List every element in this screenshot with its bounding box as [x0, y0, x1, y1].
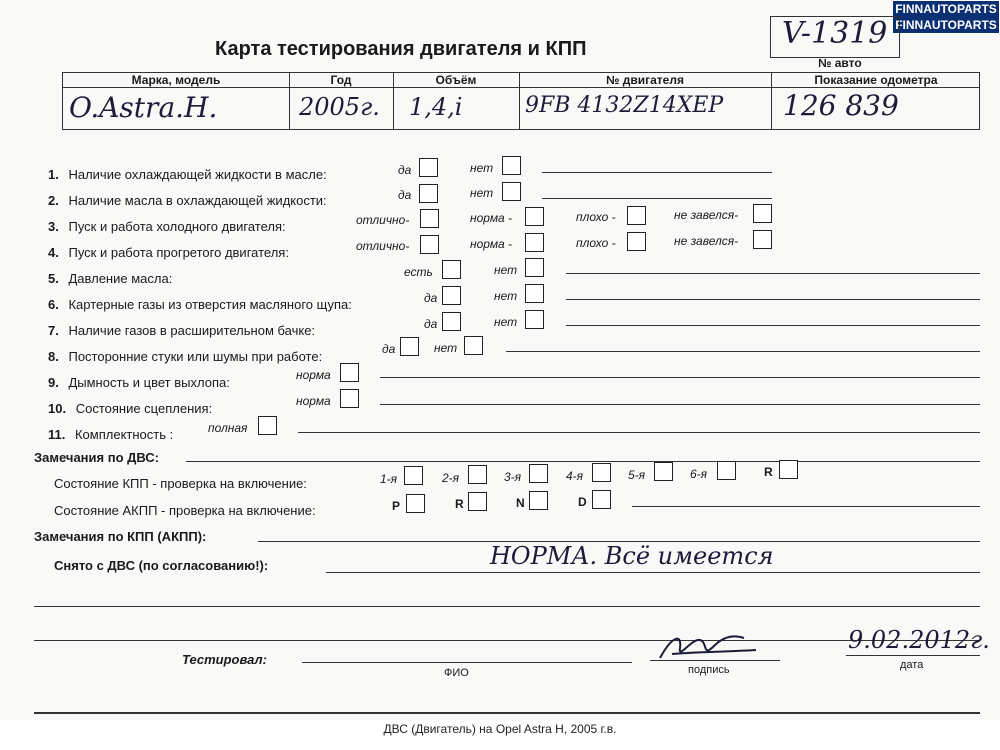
check-label: Комплектность : [74, 427, 174, 442]
header-volume-label: Объём [435, 73, 477, 87]
gear-option-label: P [392, 499, 401, 513]
bottom-border [34, 712, 980, 714]
checkbox[interactable] [464, 336, 483, 355]
option-label: нет [494, 315, 518, 329]
header-volume-value: 1,4,i [409, 93, 463, 121]
removed-label: Снято с ДВС (по согласованию!): [54, 558, 269, 573]
removed-line [326, 572, 980, 573]
checkbox[interactable] [400, 337, 419, 356]
check-number: 9. [48, 375, 59, 390]
option-label: да [398, 163, 412, 177]
option-label: полная [208, 421, 248, 435]
option-label: да [424, 291, 438, 305]
check-number: 2. [48, 193, 59, 208]
check-number: 5. [48, 271, 59, 286]
check-label: Наличие газов в расширительном бачке: [68, 323, 316, 338]
engine-remarks-label: Замечания по ДВС: [34, 450, 159, 465]
gearbox-remarks-label: Замечания по КПП (АКПП): [34, 529, 207, 544]
option-label: нет [470, 161, 494, 175]
check-number: 1. [48, 167, 59, 182]
gear-checkbox[interactable] [779, 460, 798, 479]
gear-checkbox[interactable] [406, 494, 425, 513]
answer-line [506, 351, 980, 352]
auto-number-label: № авто [818, 56, 862, 70]
option-label: норма [296, 368, 331, 382]
gear-checkbox[interactable] [404, 466, 423, 485]
checkbox[interactable] [258, 416, 277, 435]
option-label: плохо - [576, 236, 616, 250]
checkbox[interactable] [525, 258, 544, 277]
check-label: Наличие масла в охлаждающей жидкости: [68, 193, 327, 208]
checkbox[interactable] [442, 312, 461, 331]
gear-checkbox[interactable] [654, 462, 673, 481]
option-label: да [398, 188, 412, 202]
option-label: нет [494, 289, 518, 303]
checkbox[interactable] [627, 206, 646, 225]
auto-number-value: V-1319 [782, 16, 888, 51]
check-row [48, 349, 322, 364]
answer-line [566, 273, 980, 274]
form-title: Карта тестирования двигателя и КПП [215, 38, 587, 60]
gear-checkbox[interactable] [717, 461, 736, 480]
option-label: нет [494, 263, 518, 277]
check-row [48, 167, 327, 182]
header-table [62, 72, 980, 130]
gear-checkbox[interactable] [529, 491, 548, 510]
option-label: да [424, 317, 438, 331]
check-row [48, 323, 315, 338]
checkbox[interactable] [420, 209, 439, 228]
check-label: Пуск и работа холодного двигателя: [68, 219, 286, 234]
manual-gearbox-label: Состояние КПП - проверка на включение: [54, 476, 307, 491]
option-label: норма - [470, 211, 513, 225]
fio-line [302, 662, 632, 663]
checkbox[interactable] [753, 204, 772, 223]
option-label: отлично- [356, 239, 410, 253]
checkbox[interactable] [525, 207, 544, 226]
answer-line [380, 404, 980, 405]
checkbox[interactable] [340, 363, 359, 382]
gear-option-label: N [516, 496, 525, 510]
header-brand-value: O.Astra.H. [69, 91, 218, 124]
removed-value: НОРМА. Всё имеется [490, 542, 774, 570]
gear-option-label: 3-я [504, 470, 522, 484]
check-number: 8. [48, 349, 59, 364]
auto-gearbox-line [632, 506, 980, 507]
checkbox[interactable] [627, 232, 646, 251]
check-number: 6. [48, 297, 59, 312]
option-label: есть [404, 265, 433, 279]
gear-checkbox[interactable] [592, 490, 611, 509]
checkbox[interactable] [442, 260, 461, 279]
signature-caption: подпись [688, 664, 730, 676]
answer-line [566, 325, 980, 326]
gear-option-label: 4-я [566, 469, 584, 483]
checkbox[interactable] [502, 182, 521, 201]
check-number: 3. [48, 219, 59, 234]
check-row [48, 245, 289, 260]
signature-image [652, 628, 762, 668]
check-row [48, 271, 172, 286]
image-caption: ДВС (Двигатель) на Opel Astra H, 2005 г.в. [383, 722, 617, 736]
option-label: норма - [470, 237, 513, 251]
check-row [48, 427, 173, 442]
check-label: Посторонние стуки или шумы при работе: [68, 349, 323, 364]
blank-line [34, 640, 980, 641]
blank-line [34, 606, 980, 607]
checkbox[interactable] [525, 233, 544, 252]
check-label: Пуск и работа прогретого двигателя: [68, 245, 289, 260]
check-label: Давление масла: [68, 271, 173, 286]
gear-option-label: 2-я [442, 471, 460, 485]
header-odometer-value: 126 839 [783, 89, 899, 122]
option-label: не завелся- [674, 234, 739, 248]
check-row [48, 375, 230, 390]
header-year-label: Год [330, 73, 352, 87]
date-caption: дата [900, 659, 924, 671]
checkbox[interactable] [502, 156, 521, 175]
header-brand-label: Марка, модель [131, 73, 221, 87]
checkbox[interactable] [525, 310, 544, 329]
checkbox[interactable] [442, 286, 461, 305]
signature-line [650, 660, 780, 661]
gear-option-label: 6-я [690, 467, 708, 481]
option-label: плохо - [576, 210, 616, 224]
checkbox[interactable] [340, 389, 359, 408]
option-label: да [382, 342, 396, 356]
watermark-line: FINNAUTOPARTS [895, 2, 997, 16]
check-label: Дымность и цвет выхлопа: [68, 375, 230, 390]
check-number: 11. [48, 427, 66, 442]
gear-option-label: R [764, 465, 773, 479]
option-label: не завелся- [674, 208, 739, 222]
gear-option-label: D [578, 495, 587, 509]
answer-line [380, 377, 980, 378]
engine-remarks-line [186, 461, 980, 462]
answer-line [542, 198, 772, 199]
gear-checkbox[interactable] [468, 465, 487, 484]
gear-checkbox[interactable] [468, 492, 487, 511]
answer-line [298, 432, 980, 433]
gear-option-label: R [455, 497, 464, 511]
check-label: Состояние сцепления: [75, 401, 213, 416]
header-year-value: 2005г. [299, 93, 380, 121]
watermark-line: FINNAUTOPARTS [895, 18, 997, 32]
check-number: 10. [48, 401, 67, 416]
auto-gearbox-label: Состояние АКПП - проверка на включение: [54, 503, 316, 518]
header-odometer-label: Показание одометра [814, 73, 938, 87]
answer-line [566, 299, 980, 300]
date-line [846, 655, 980, 656]
tested-by-label: Тестировал: [182, 652, 267, 667]
checkbox[interactable] [525, 284, 544, 303]
gear-option-label: 5-я [628, 468, 646, 482]
check-row [48, 401, 212, 416]
check-number: 7. [48, 323, 59, 338]
checkbox[interactable] [419, 158, 438, 177]
header-engine-number-value: 9FB 4132Z14XEP [525, 93, 724, 118]
check-label: Картерные газы из отверстия масляного щупа: [68, 297, 352, 312]
fio-caption: ФИО [444, 667, 469, 679]
checkbox[interactable] [419, 184, 438, 203]
watermark-logo [892, 0, 1000, 34]
checkbox[interactable] [420, 235, 439, 254]
option-label: нет [470, 186, 494, 200]
check-row [48, 297, 352, 312]
option-label: норма [296, 394, 331, 408]
check-label: Наличие охлаждающей жидкости в масле: [68, 167, 327, 182]
answer-line [542, 172, 772, 173]
check-number: 4. [48, 245, 59, 260]
option-label: отлично- [356, 213, 410, 227]
option-label: нет [434, 341, 458, 355]
check-row [48, 193, 327, 208]
gear-checkbox[interactable] [529, 464, 548, 483]
gear-checkbox[interactable] [592, 463, 611, 482]
header-engine-number-label: № двигателя [606, 73, 684, 87]
checkbox[interactable] [753, 230, 772, 249]
gear-option-label: 1-я [380, 472, 398, 486]
date-value: 9.02.2012г. [848, 626, 990, 654]
check-row [48, 219, 286, 234]
